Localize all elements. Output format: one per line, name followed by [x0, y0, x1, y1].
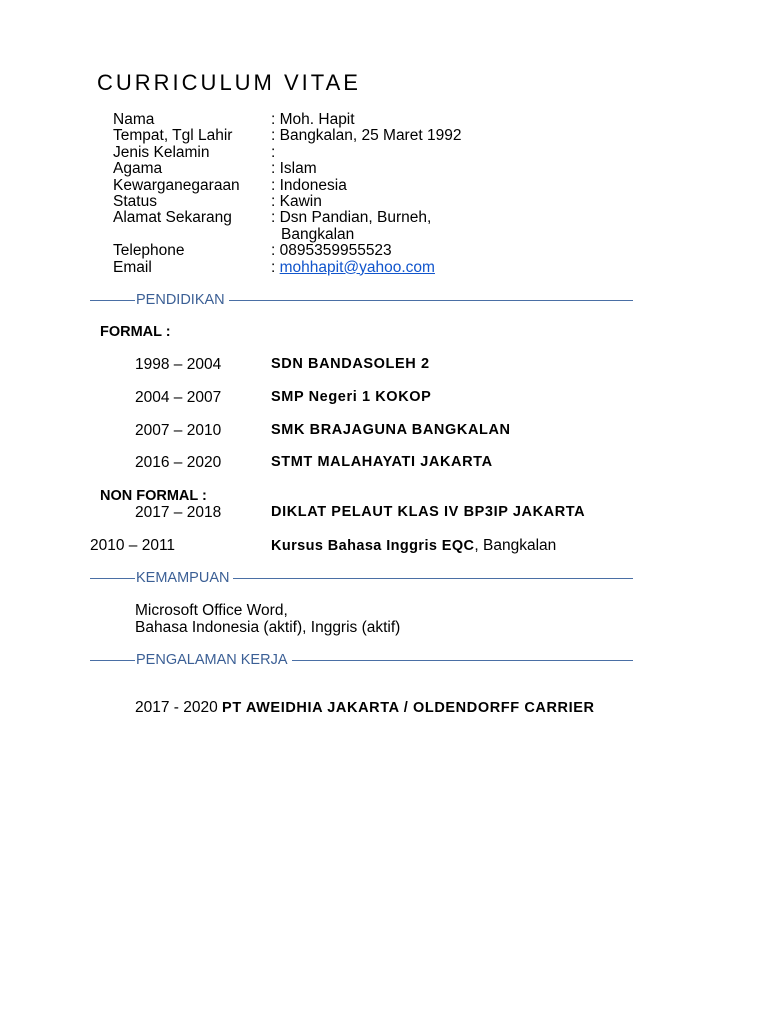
info-label: Tempat, Tgl Lahir	[113, 127, 233, 145]
education-school: DIKLAT PELAUT KLAS IV BP3IP JAKARTA	[271, 504, 586, 520]
info-value: :	[271, 143, 276, 161]
skill-item: Microsoft Office Word,	[135, 602, 288, 619]
section-rule	[90, 300, 135, 301]
education-school: SMP Negeri 1 KOKOP	[271, 389, 432, 405]
info-row-address	[113, 210, 511, 243]
info-value	[271, 210, 511, 243]
section-title: PENDIDIKAN	[136, 292, 225, 308]
education-years: 2004 – 2007	[135, 389, 222, 406]
info-row-religion	[113, 161, 511, 177]
info-value: : Islam	[271, 160, 317, 178]
personal-info	[113, 112, 511, 276]
info-row-nationality	[113, 178, 511, 194]
section-rule	[90, 578, 135, 579]
education-entry	[135, 504, 585, 522]
education-entry	[135, 389, 431, 407]
education-years: 2017 – 2018	[135, 504, 222, 521]
email-prefix: :	[271, 258, 280, 276]
section-header-skills	[90, 569, 633, 587]
education-school: SDN BANDASOLEH 2	[271, 356, 430, 372]
section-rule	[233, 578, 633, 579]
cv-title: CURRICULUM VITAE	[97, 70, 361, 95]
info-row-nama	[113, 112, 511, 128]
education-school: SMK BRAJAGUNA BANGKALAN	[271, 422, 511, 438]
education-entry	[135, 356, 430, 374]
info-value: : Kawin	[271, 193, 322, 211]
education-years: 2007 – 2010	[135, 422, 222, 439]
skill-item: Bahasa Indonesia (aktif), Inggris (aktif)	[135, 618, 401, 636]
experience-years: 2017 - 2020	[135, 699, 223, 716]
info-label: Status	[113, 193, 157, 211]
info-label: Email	[113, 258, 152, 276]
section-rule	[90, 660, 135, 661]
info-value: : 0895359955523	[271, 242, 392, 260]
section-title: KEMAMPUAN	[136, 570, 230, 586]
info-value: : Moh. Hapit	[271, 111, 355, 128]
info-value: : Indonesia	[271, 176, 347, 194]
info-label: Agama	[113, 160, 163, 178]
education-years: 2016 – 2020	[135, 454, 222, 471]
section-rule	[229, 300, 633, 301]
section-header-education	[90, 291, 633, 309]
education-school: STMT MALAHAYATI JAKARTA	[271, 454, 493, 470]
email-link[interactable]: mohhapit@yahoo.com	[279, 258, 435, 276]
info-row-email	[113, 260, 511, 276]
info-value: : Bangkalan, 25 Maret 1992	[271, 127, 462, 145]
info-label: Telephone	[113, 242, 185, 260]
section-header-experience	[90, 651, 633, 669]
info-label: Kewarganegaraan	[113, 176, 240, 194]
education-years: 2010 – 2011	[90, 537, 176, 554]
info-row-status	[113, 194, 511, 210]
formal-label: FORMAL :	[100, 324, 171, 340]
education-entry	[135, 422, 511, 440]
education-school: Kursus Bahasa Inggris EQC	[271, 538, 475, 554]
education-location: , Bangkalan	[474, 537, 557, 554]
info-row-phone	[113, 243, 511, 259]
education-entry	[135, 454, 493, 472]
address-line-1: : Dsn Pandian, Burneh,	[271, 209, 432, 227]
info-value	[271, 260, 511, 276]
education-entry	[90, 537, 556, 555]
education-years: 1998 – 2004	[135, 356, 222, 373]
section-title: PENGALAMAN KERJA	[136, 652, 288, 668]
info-label: Jenis Kelamin	[113, 143, 210, 161]
info-label: Nama	[113, 111, 155, 128]
info-label: Alamat Sekarang	[113, 209, 232, 227]
section-rule	[292, 660, 634, 661]
skills-list	[135, 603, 400, 636]
address-line-2: Bangkalan	[281, 225, 355, 243]
experience-company: PT AWEIDHIA JAKARTA / OLDENDORFF CARRIER	[222, 700, 595, 716]
experience-entry	[135, 700, 635, 717]
info-row-birth	[113, 128, 511, 144]
nonformal-label: NON FORMAL :	[100, 488, 207, 504]
info-row-gender	[113, 145, 511, 161]
